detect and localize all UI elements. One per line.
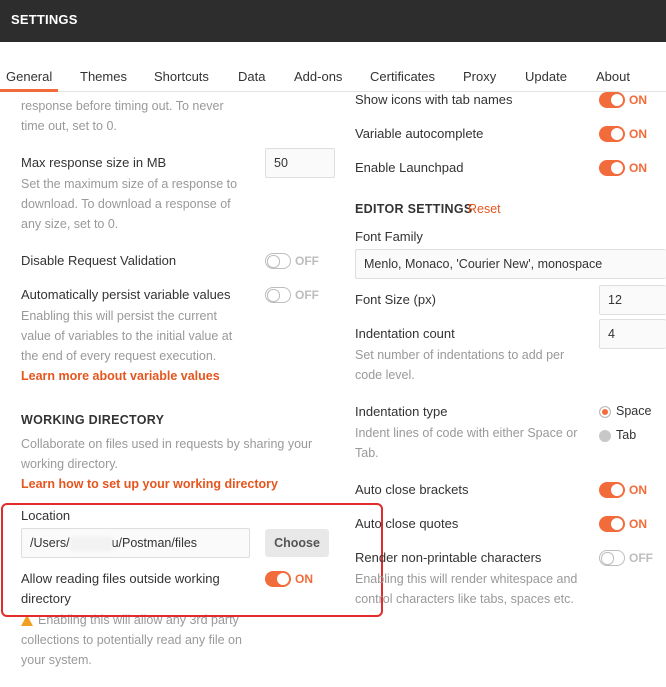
nonprintable-help-line2: control characters like tabs, spaces etc. — [355, 592, 574, 606]
max-response-help-line3: any size, set to 0. — [21, 217, 119, 231]
allow-outside-state: ON — [295, 572, 313, 586]
active-tab-indicator — [0, 89, 58, 92]
launchpad-label: Enable Launchpad — [355, 160, 464, 175]
disable-validation-label: Disable Request Validation — [21, 253, 177, 268]
tab-update[interactable]: Update — [525, 69, 567, 84]
max-response-help-line2: download. To download a response of — [21, 197, 231, 211]
working-directory-help-line2: working directory. — [21, 457, 119, 471]
persist-vars-help-line2: value of variables to the initial value at — [21, 329, 233, 343]
launchpad-state: ON — [629, 161, 647, 175]
auto-quotes-label: Auto close quotes — [355, 516, 459, 531]
font-family-input[interactable]: Menlo, Monaco, 'Courier New', monospace — [355, 249, 666, 279]
indent-tab-label: Tab — [616, 428, 637, 442]
editor-reset-link[interactable]: Reset — [468, 202, 501, 216]
indent-type-help-line1: Indent lines of code with either Space or — [355, 426, 578, 440]
location-value-suffix: u/Postman/files — [111, 536, 198, 550]
nonprintable-state: OFF — [629, 551, 653, 565]
location-label: Location — [21, 508, 71, 523]
tab-data[interactable]: Data — [238, 69, 266, 84]
choose-button[interactable]: Choose — [265, 529, 329, 557]
var-autocomplete-label: Variable autocomplete — [355, 126, 484, 141]
show-icons-label: Show icons with tab names — [355, 92, 513, 107]
tab-general[interactable]: General — [6, 69, 53, 84]
launchpad-toggle[interactable] — [599, 160, 625, 176]
tab-themes[interactable]: Themes — [80, 69, 127, 84]
timeout-help-line1: response before timing out. To never — [21, 99, 224, 113]
nonprintable-help-line1: Enabling this will render whitespace and — [355, 572, 578, 586]
timeout-help-line2: time out, set to 0. — [21, 119, 117, 133]
show-icons-state: ON — [629, 93, 647, 107]
warning-icon — [21, 615, 33, 626]
persist-vars-help-line3: the end of every request execution. — [21, 349, 217, 363]
working-directory-help-line1: Collaborate on files used in requests by sharing your — [21, 437, 313, 451]
show-icons-toggle[interactable] — [599, 92, 625, 108]
persist-vars-help-line1: Enabling this will persist the current — [21, 309, 217, 323]
indent-type-help-line2: Tab. — [355, 446, 379, 460]
auto-brackets-label: Auto close brackets — [355, 482, 469, 497]
editor-settings-heading: EDITOR SETTINGS — [355, 202, 473, 216]
var-autocomplete-state: ON — [629, 127, 647, 141]
tab-certificates[interactable]: Certificates — [370, 69, 436, 84]
indent-tab-radio[interactable] — [599, 430, 611, 442]
window-title: SETTINGS — [11, 12, 78, 27]
disable-validation-toggle[interactable] — [265, 253, 291, 269]
allow-outside-label-line2: directory — [21, 591, 71, 606]
tab-shortcuts[interactable]: Shortcuts — [154, 69, 209, 84]
persist-vars-toggle[interactable] — [265, 287, 291, 303]
warning-line3: your system. — [21, 653, 92, 667]
indent-count-label: Indentation count — [355, 326, 455, 341]
indent-space-label: Space — [616, 404, 652, 418]
disable-validation-state: OFF — [295, 254, 319, 268]
auto-quotes-state: ON — [629, 517, 647, 531]
location-input[interactable] — [21, 528, 250, 558]
indent-count-help-line2: code level. — [355, 368, 415, 382]
redacted-username — [70, 537, 112, 551]
persist-vars-state: OFF — [295, 288, 319, 302]
allow-outside-toggle[interactable] — [265, 571, 291, 587]
indent-count-help-line1: Set number of indentations to add per — [355, 348, 565, 362]
font-size-input[interactable]: 12 — [599, 285, 666, 315]
persist-vars-label: Automatically persist variable values — [21, 287, 231, 302]
tab-proxy[interactable]: Proxy — [463, 69, 497, 84]
font-size-label: Font Size (px) — [355, 292, 436, 307]
working-directory-heading: WORKING DIRECTORY — [21, 413, 165, 427]
tab-add-ons[interactable]: Add-ons — [294, 69, 343, 84]
font-family-label: Font Family — [355, 229, 423, 244]
tab-about[interactable]: About — [596, 69, 630, 84]
var-autocomplete-toggle[interactable] — [599, 126, 625, 142]
title-bar — [0, 0, 666, 42]
max-response-help-line1: Set the maximum size of a response to — [21, 177, 238, 191]
indent-space-radio[interactable] — [599, 406, 611, 418]
working-directory-link[interactable]: Learn how to set up your working directory — [21, 477, 278, 491]
nonprintable-toggle[interactable] — [599, 550, 625, 566]
variable-values-link[interactable]: Learn more about variable values — [21, 369, 220, 383]
auto-brackets-toggle[interactable] — [599, 482, 625, 498]
nonprintable-label: Render non-printable characters — [355, 550, 542, 565]
warning-line2: collections to potentially read any file on — [21, 633, 242, 647]
warning-line1: Enabling this will allow any 3rd party — [38, 613, 239, 627]
auto-brackets-state: ON — [629, 483, 647, 497]
max-response-label: Max response size in MB — [21, 155, 167, 170]
allow-outside-label-line1: Allow reading files outside working — [21, 571, 220, 586]
max-response-input[interactable]: 50 — [265, 148, 335, 178]
auto-quotes-toggle[interactable] — [599, 516, 625, 532]
indent-count-input[interactable]: 4 — [599, 319, 666, 349]
settings-tabs — [0, 42, 666, 92]
location-value-prefix: /Users/ — [30, 536, 70, 550]
indent-type-label: Indentation type — [355, 404, 448, 419]
